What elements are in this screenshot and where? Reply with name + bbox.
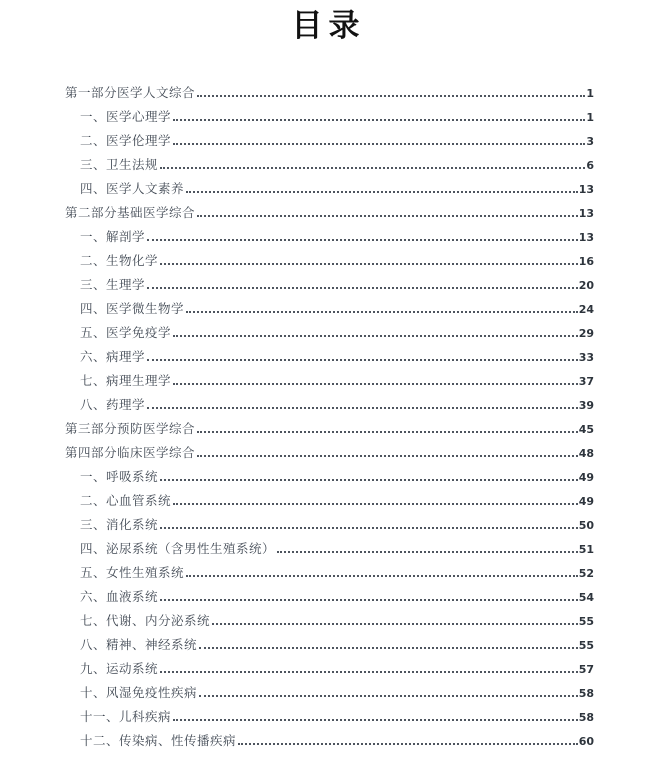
- toc-entry[interactable]: [65, 467, 594, 491]
- toc-leader-dots: [160, 671, 578, 673]
- toc-entry[interactable]: [65, 323, 594, 347]
- toc-entry-label: 三、卫生法规: [80, 158, 159, 172]
- toc-entry-page: 33: [578, 351, 594, 364]
- toc-entry[interactable]: [65, 515, 594, 539]
- toc-entry[interactable]: [65, 659, 594, 683]
- toc-entry[interactable]: [65, 347, 594, 371]
- toc-entry-label: 九、运动系统: [80, 662, 159, 676]
- toc-leader-dots: [199, 647, 578, 649]
- toc-entry-label: 五、女性生殖系统: [80, 566, 185, 580]
- toc-entry[interactable]: [65, 539, 594, 563]
- toc-entry-label: 七、代谢、内分泌系统: [80, 614, 211, 628]
- toc-entry-page: 1: [586, 87, 594, 100]
- toc-entry[interactable]: [65, 227, 594, 251]
- toc-leader-dots: [147, 407, 578, 409]
- toc-entry[interactable]: [65, 611, 594, 635]
- toc-entry-page: 16: [578, 255, 594, 268]
- toc-leader-dots: [173, 335, 578, 337]
- toc-entry-label: 十、风湿免疫性疾病: [80, 686, 198, 700]
- toc-entry[interactable]: [65, 443, 594, 467]
- toc-entry-label: 四、泌尿系统（含男性生殖系统）: [80, 542, 276, 556]
- toc-entry[interactable]: [65, 491, 594, 515]
- toc-leader-dots: [160, 599, 578, 601]
- toc-leader-dots: [147, 359, 578, 361]
- toc-entry-label: 三、生理学: [80, 278, 146, 292]
- toc-entry-page: 51: [578, 543, 594, 556]
- toc-entry-page: 13: [578, 207, 594, 220]
- toc-leader-dots: [186, 191, 578, 193]
- toc-entry[interactable]: [65, 563, 594, 587]
- toc-entry[interactable]: [65, 275, 594, 299]
- toc-entry-page: 49: [578, 495, 594, 508]
- toc-list: [65, 83, 594, 755]
- toc-leader-dots: [147, 239, 578, 241]
- toc-leader-dots: [277, 551, 578, 553]
- toc-entry-page: 50: [578, 519, 594, 532]
- toc-entry-page: 24: [578, 303, 594, 316]
- toc-leader-dots: [186, 575, 578, 577]
- toc-entry[interactable]: [65, 155, 594, 179]
- toc-entry[interactable]: [65, 179, 594, 203]
- toc-leader-dots: [173, 143, 585, 145]
- toc-entry-page: 58: [578, 711, 594, 724]
- toc-entry-label: 六、血液系统: [80, 590, 159, 604]
- toc-entry-page: 37: [578, 375, 594, 388]
- toc-entry-label: 十一、儿科疾病: [80, 710, 172, 724]
- toc-entry-page: 29: [578, 327, 594, 340]
- toc-entry-page: 52: [578, 567, 594, 580]
- toc-entry-page: 45: [578, 423, 594, 436]
- toc-entry-page: 48: [578, 447, 594, 460]
- toc-entry-page: 13: [578, 231, 594, 244]
- toc-entry[interactable]: [65, 83, 594, 107]
- toc-entry-label: 十二、传染病、性传播疾病: [80, 734, 237, 748]
- toc-entry-label: 七、病理生理学: [80, 374, 172, 388]
- toc-entry-label: 二、生物化学: [80, 254, 159, 268]
- toc-entry[interactable]: [65, 107, 594, 131]
- toc-leader-dots: [160, 263, 578, 265]
- toc-leader-dots: [147, 287, 578, 289]
- toc-entry-page: 39: [578, 399, 594, 412]
- toc-entry-page: 13: [578, 183, 594, 196]
- toc-entry-label: 第二部分基础医学综合: [65, 206, 196, 220]
- toc-leader-dots: [173, 119, 585, 121]
- toc-entry-label: 四、医学微生物学: [80, 302, 185, 316]
- toc-entry-label: 八、药理学: [80, 398, 146, 412]
- toc-entry-page: 3: [586, 135, 594, 148]
- toc-entry-label: 三、消化系统: [80, 518, 159, 532]
- toc-entry[interactable]: [65, 131, 594, 155]
- toc-entry[interactable]: [65, 683, 594, 707]
- toc-entry-page: 6: [586, 159, 594, 172]
- toc-entry[interactable]: [65, 731, 594, 755]
- toc-leader-dots: [212, 623, 578, 625]
- toc-leader-dots: [173, 719, 578, 721]
- toc-leader-dots: [238, 743, 578, 745]
- toc-entry[interactable]: [65, 203, 594, 227]
- toc-entry-label: 一、呼吸系统: [80, 470, 159, 484]
- toc-leader-dots: [197, 215, 578, 217]
- toc-entry-page: 60: [578, 735, 594, 748]
- toc-leader-dots: [186, 311, 578, 313]
- toc-leader-dots: [173, 383, 578, 385]
- toc-entry-label: 二、心血管系统: [80, 494, 172, 508]
- toc-entry-page: 55: [578, 639, 594, 652]
- toc-leader-dots: [173, 503, 578, 505]
- toc-entry-label: 五、医学免疫学: [80, 326, 172, 340]
- toc-entry[interactable]: [65, 299, 594, 323]
- toc-entry-page: 1: [586, 111, 594, 124]
- toc-entry-page: 54: [578, 591, 594, 604]
- toc-entry-label: 八、精神、神经系统: [80, 638, 198, 652]
- toc-entry-label: 六、病理学: [80, 350, 146, 364]
- toc-entry[interactable]: [65, 251, 594, 275]
- toc-entry-page: 55: [578, 615, 594, 628]
- toc-leader-dots: [160, 527, 578, 529]
- toc-entry[interactable]: [65, 371, 594, 395]
- toc-entry-label: 第四部分临床医学综合: [65, 446, 196, 460]
- toc-entry-label: 一、解剖学: [80, 230, 146, 244]
- toc-entry-page: 20: [578, 279, 594, 292]
- toc-entry-page: 58: [578, 687, 594, 700]
- toc-entry[interactable]: [65, 707, 594, 731]
- toc-entry-label: 第一部分医学人文综合: [65, 86, 196, 100]
- toc-entry-label: 第三部分预防医学综合: [65, 422, 196, 436]
- toc-entry-label: 一、医学心理学: [80, 110, 172, 124]
- toc-leader-dots: [197, 95, 585, 97]
- toc-entry[interactable]: [65, 395, 594, 419]
- toc-entry[interactable]: [65, 635, 594, 659]
- page-title: 目录: [291, 8, 366, 44]
- toc-entry-label: 二、医学伦理学: [80, 134, 172, 148]
- toc-entry-label: 四、医学人文素养: [80, 182, 185, 196]
- toc-leader-dots: [160, 167, 585, 169]
- toc-entry-page: 57: [578, 663, 594, 676]
- toc-entry[interactable]: [65, 419, 594, 443]
- toc-leader-dots: [160, 479, 578, 481]
- toc-entry[interactable]: [65, 587, 594, 611]
- toc-leader-dots: [197, 455, 578, 457]
- toc-entry-page: 49: [578, 471, 594, 484]
- toc-leader-dots: [197, 431, 578, 433]
- toc-leader-dots: [199, 695, 578, 697]
